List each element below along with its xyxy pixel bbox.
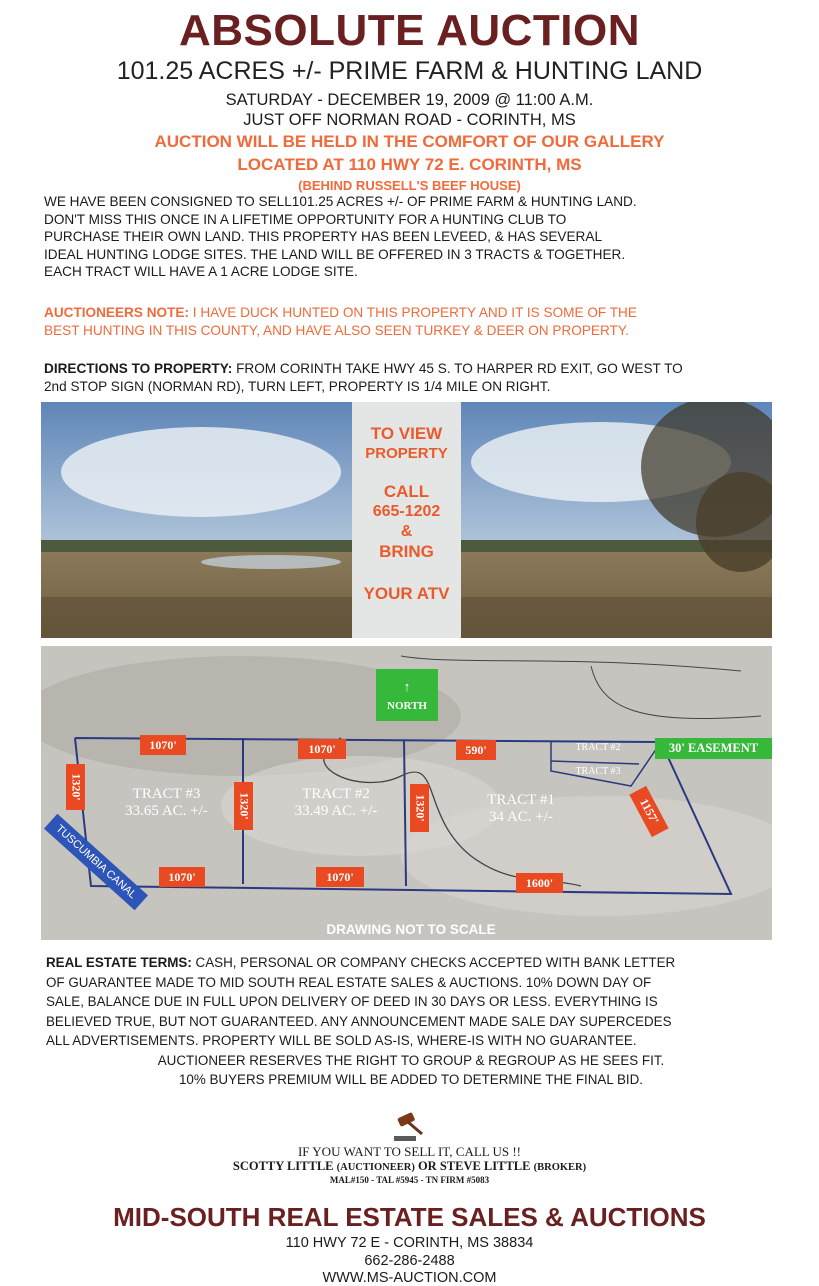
dimension-label: 1157': [629, 786, 668, 837]
dimension-label: [66, 764, 85, 810]
bring-text: BRING: [379, 542, 434, 561]
canal-label: TUSCUMBIA CANAL: [44, 814, 148, 910]
tract-acres: 33.65 AC. +/-: [125, 803, 208, 819]
intro-line: WE HAVE BEEN CONSIGNED TO SELL101.25 ACRES +/- OF PRIME FARM & HUNTING LAND.: [44, 194, 637, 209]
tract-acres: 34 AC. +/-: [489, 809, 553, 825]
intro-line: EACH TRACT WILL HAVE A 1 ACRE LODGE SITE.: [44, 264, 358, 280]
property-text: PROPERTY: [365, 445, 448, 462]
easement-label: 30' EASEMENT: [655, 738, 772, 759]
broker-name: STEVE LITTLE: [439, 1159, 531, 1173]
dimension-label: 590': [456, 740, 496, 760]
gallery-line-2: LOCATED AT 110 HWY 72 E. CORINTH, MS: [237, 155, 582, 174]
terms-label: REAL ESTATE TERMS:: [46, 955, 192, 970]
call-phone: 665-1202: [372, 503, 441, 520]
tract-name: TRACT #2: [302, 786, 370, 802]
directions: [44, 360, 774, 395]
dimension-label: 1070': [316, 867, 364, 887]
dimension-text: 1320': [237, 792, 251, 820]
contact-names: [0, 1159, 819, 1174]
dimension-label: [234, 782, 253, 830]
lodge-tract-2: TRACT #2: [575, 742, 621, 753]
note-text: I HAVE DUCK HUNTED ON THIS PROPERTY AND IT IS SOME OF THE: [189, 305, 637, 320]
terms-line: OF GUARANTEE MADE TO MID SOUTH REAL ESTATE SALES & AUCTIONS. 10% DOWN DAY OF: [46, 974, 652, 990]
directions-text: 2nd STOP SIGN (NORMAN RD), TURN LEFT, PROPERTY IS 1/4 MILE ON RIGHT.: [44, 378, 551, 394]
intro-paragraph: [44, 193, 774, 281]
company-website: WWW.MS-AUCTION.COM: [322, 1270, 497, 1286]
company-address: 110 HWY 72 E - CORINTH, MS 38834: [285, 1235, 534, 1251]
terms-line: AUCTIONEER RESERVES THE RIGHT TO GROUP & REGROUP AS HE SEES FIT.: [157, 1052, 665, 1068]
broker-role: (BROKER): [533, 1162, 587, 1173]
auctioneer-name: SCOTTY LITTLE: [232, 1159, 334, 1173]
tract-name: TRACT #3: [132, 786, 201, 802]
tract-1-label: [466, 792, 576, 826]
terms-line: BELIEVED TRUE, BUT NOT GUARANTEED. ANY ANNOUNCEMENT MADE SALE DAY SUPERCEDES: [46, 1013, 672, 1029]
auctioneer-role: (AUCTIONEER): [336, 1162, 415, 1173]
dimension-text: 1320': [69, 773, 83, 801]
property-photo: [41, 402, 772, 638]
north-marker: [376, 669, 438, 721]
north-arrow-icon: ↑: [403, 679, 411, 694]
company-name: MID-SOUTH REAL ESTATE SALES & AUCTIONS: [113, 1202, 706, 1232]
tract-3-label: [109, 786, 224, 820]
dimension-label: [410, 784, 429, 832]
note-text: BEST HUNTING IN THIS COUNTY, AND HAVE ALSO SEEN TURKEY & DEER ON PROPERTY.: [44, 322, 629, 338]
auction-subtitle: 101.25 ACRES +/- PRIME FARM & HUNTING LAND: [116, 57, 703, 85]
intro-line: IDEAL HUNTING LODGE SITES. THE LAND WILL BE OFFERED IN 3 TRACTS & TOGETHER.: [44, 246, 626, 262]
auction-location: JUST OFF NORMAN ROAD - CORINTH, MS: [243, 111, 576, 129]
auction-date: SATURDAY - DECEMBER 19, 2009 @ 11:00 A.M.: [225, 91, 594, 109]
dimension-label: 1600': [516, 873, 563, 893]
intro-line: PURCHASE THEIR OWN LAND. THIS PROPERTY HAS BEEN LEVEED, & HAS SEVERAL: [44, 229, 603, 245]
atv-text: YOUR ATV: [363, 584, 450, 603]
company-phone: 662-286-2488: [364, 1253, 455, 1269]
directions-label: DIRECTIONS TO PROPERTY:: [44, 361, 233, 376]
tract-2-label: [276, 786, 396, 820]
gallery-line-3: (BEHIND RUSSELL'S BEEF HOUSE): [298, 178, 521, 193]
gallery-line-1: AUCTION WILL BE HELD IN THE COMFORT OF OUR GALLERY: [154, 132, 665, 151]
to-view-text: TO VIEW: [370, 424, 443, 443]
auction-title: ABSOLUTE AUCTION: [178, 6, 641, 55]
terms-line: 10% BUYERS PREMIUM WILL BE ADDED TO DETERMINE THE FINAL BID.: [178, 1072, 644, 1087]
tract-map: [41, 646, 772, 940]
lodge-tract-3: TRACT #3: [575, 766, 621, 777]
auctioneers-note: [44, 304, 774, 339]
gavel-icon: [392, 1112, 428, 1142]
terms-line: SALE, BALANCE DUE IN FULL UPON DELIVERY OF DEED IN 30 DAYS OR LESS. EVERYTHING IS: [46, 994, 658, 1009]
real-estate-terms: [46, 953, 776, 1090]
intro-line: DON'T MISS THIS ONCE IN A LIFETIME OPPORTUNITY FOR A HUNTING CLUB TO: [44, 211, 567, 227]
tract-acres: 33.49 AC. +/-: [294, 803, 378, 819]
directions-text: FROM CORINTH TAKE HWY 45 S. TO HARPER RD EXIT, GO WEST TO: [232, 361, 683, 376]
dimension-label: 1070': [298, 739, 346, 759]
note-label: AUCTIONEERS NOTE:: [44, 305, 190, 320]
amp-text: &: [400, 523, 413, 540]
north-label: NORTH: [387, 700, 427, 712]
call-text: CALL: [383, 482, 430, 501]
or-text: OR: [417, 1159, 437, 1173]
terms-line: ALL ADVERTISEMENTS. PROPERTY WILL BE SOLD AS-IS, WHERE-IS WITH NO GUARANTEE.: [46, 1033, 637, 1048]
sell-tagline: IF YOU WANT TO SELL IT, CALL US !!: [297, 1144, 522, 1159]
license-numbers: MAL#150 - TAL #5945 - TN FIRM #5083: [329, 1175, 490, 1185]
dimension-label: 1070': [159, 867, 205, 887]
dimension-text: 1320': [413, 794, 427, 822]
terms-text: CASH, PERSONAL OR COMPANY CHECKS ACCEPTED WITH BANK LETTER: [191, 955, 676, 970]
dimension-label: 1070': [140, 735, 186, 755]
tract-name: TRACT #1: [487, 792, 555, 808]
view-property-panel: [352, 424, 461, 604]
not-to-scale-label: DRAWING NOT TO SCALE: [326, 922, 496, 937]
